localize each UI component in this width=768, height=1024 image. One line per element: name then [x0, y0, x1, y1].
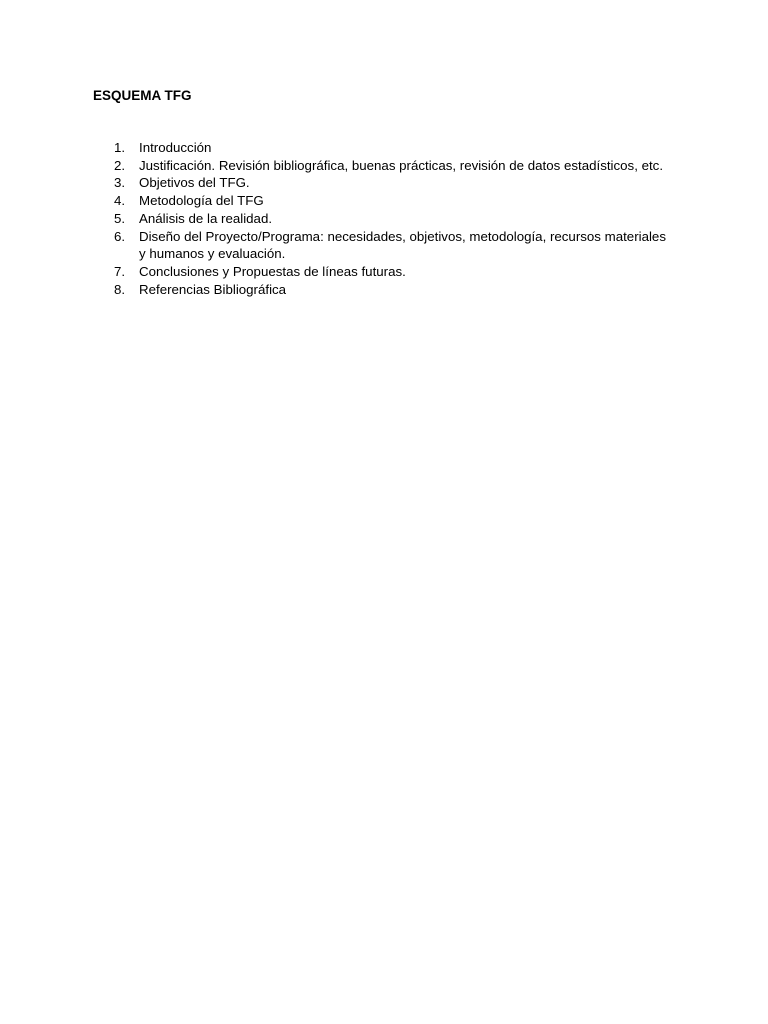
- list-item-number: 4.: [114, 193, 126, 209]
- list-item-number: 6.: [114, 228, 126, 244]
- list-item: [114, 192, 674, 210]
- outline-list: [114, 139, 674, 298]
- list-item-number: 8.: [114, 281, 126, 297]
- list-item-number: 3.: [114, 175, 126, 191]
- list-item-number: 7.: [114, 263, 126, 279]
- list-item: [114, 228, 674, 263]
- list-item-number: 1.: [114, 140, 126, 155]
- list-item-number: 5.: [114, 210, 126, 226]
- document-title: ESQUEMA TFG: [93, 88, 192, 103]
- list-item-text: Introducción: [139, 140, 212, 155]
- list-item-text: Objetivos del TFG.: [139, 175, 250, 191]
- list-item: [114, 139, 674, 157]
- list-item: [114, 210, 674, 228]
- list-item-text: Conclusiones y Propuestas de líneas futuras.: [139, 263, 406, 279]
- list-item-number: 2.: [114, 157, 126, 173]
- list-item-text: Referencias Bibliográfica: [139, 281, 287, 297]
- list-item-text: Análisis de la realidad.: [139, 210, 273, 226]
- list-item: [114, 174, 674, 192]
- list-item-text: Diseño del Proyecto/Programa: necesidades, objetivos, metodología, recursos materiales y humanos y evaluación.: [139, 228, 666, 262]
- list-item: [114, 281, 674, 299]
- list-item: [114, 263, 674, 281]
- list-item-text: Justificación. Revisión bibliográfica, buenas prácticas, revisión de datos estadísticos, etc.: [139, 157, 664, 173]
- list-item-text: Metodología del TFG: [139, 193, 264, 209]
- list-item: [114, 157, 674, 175]
